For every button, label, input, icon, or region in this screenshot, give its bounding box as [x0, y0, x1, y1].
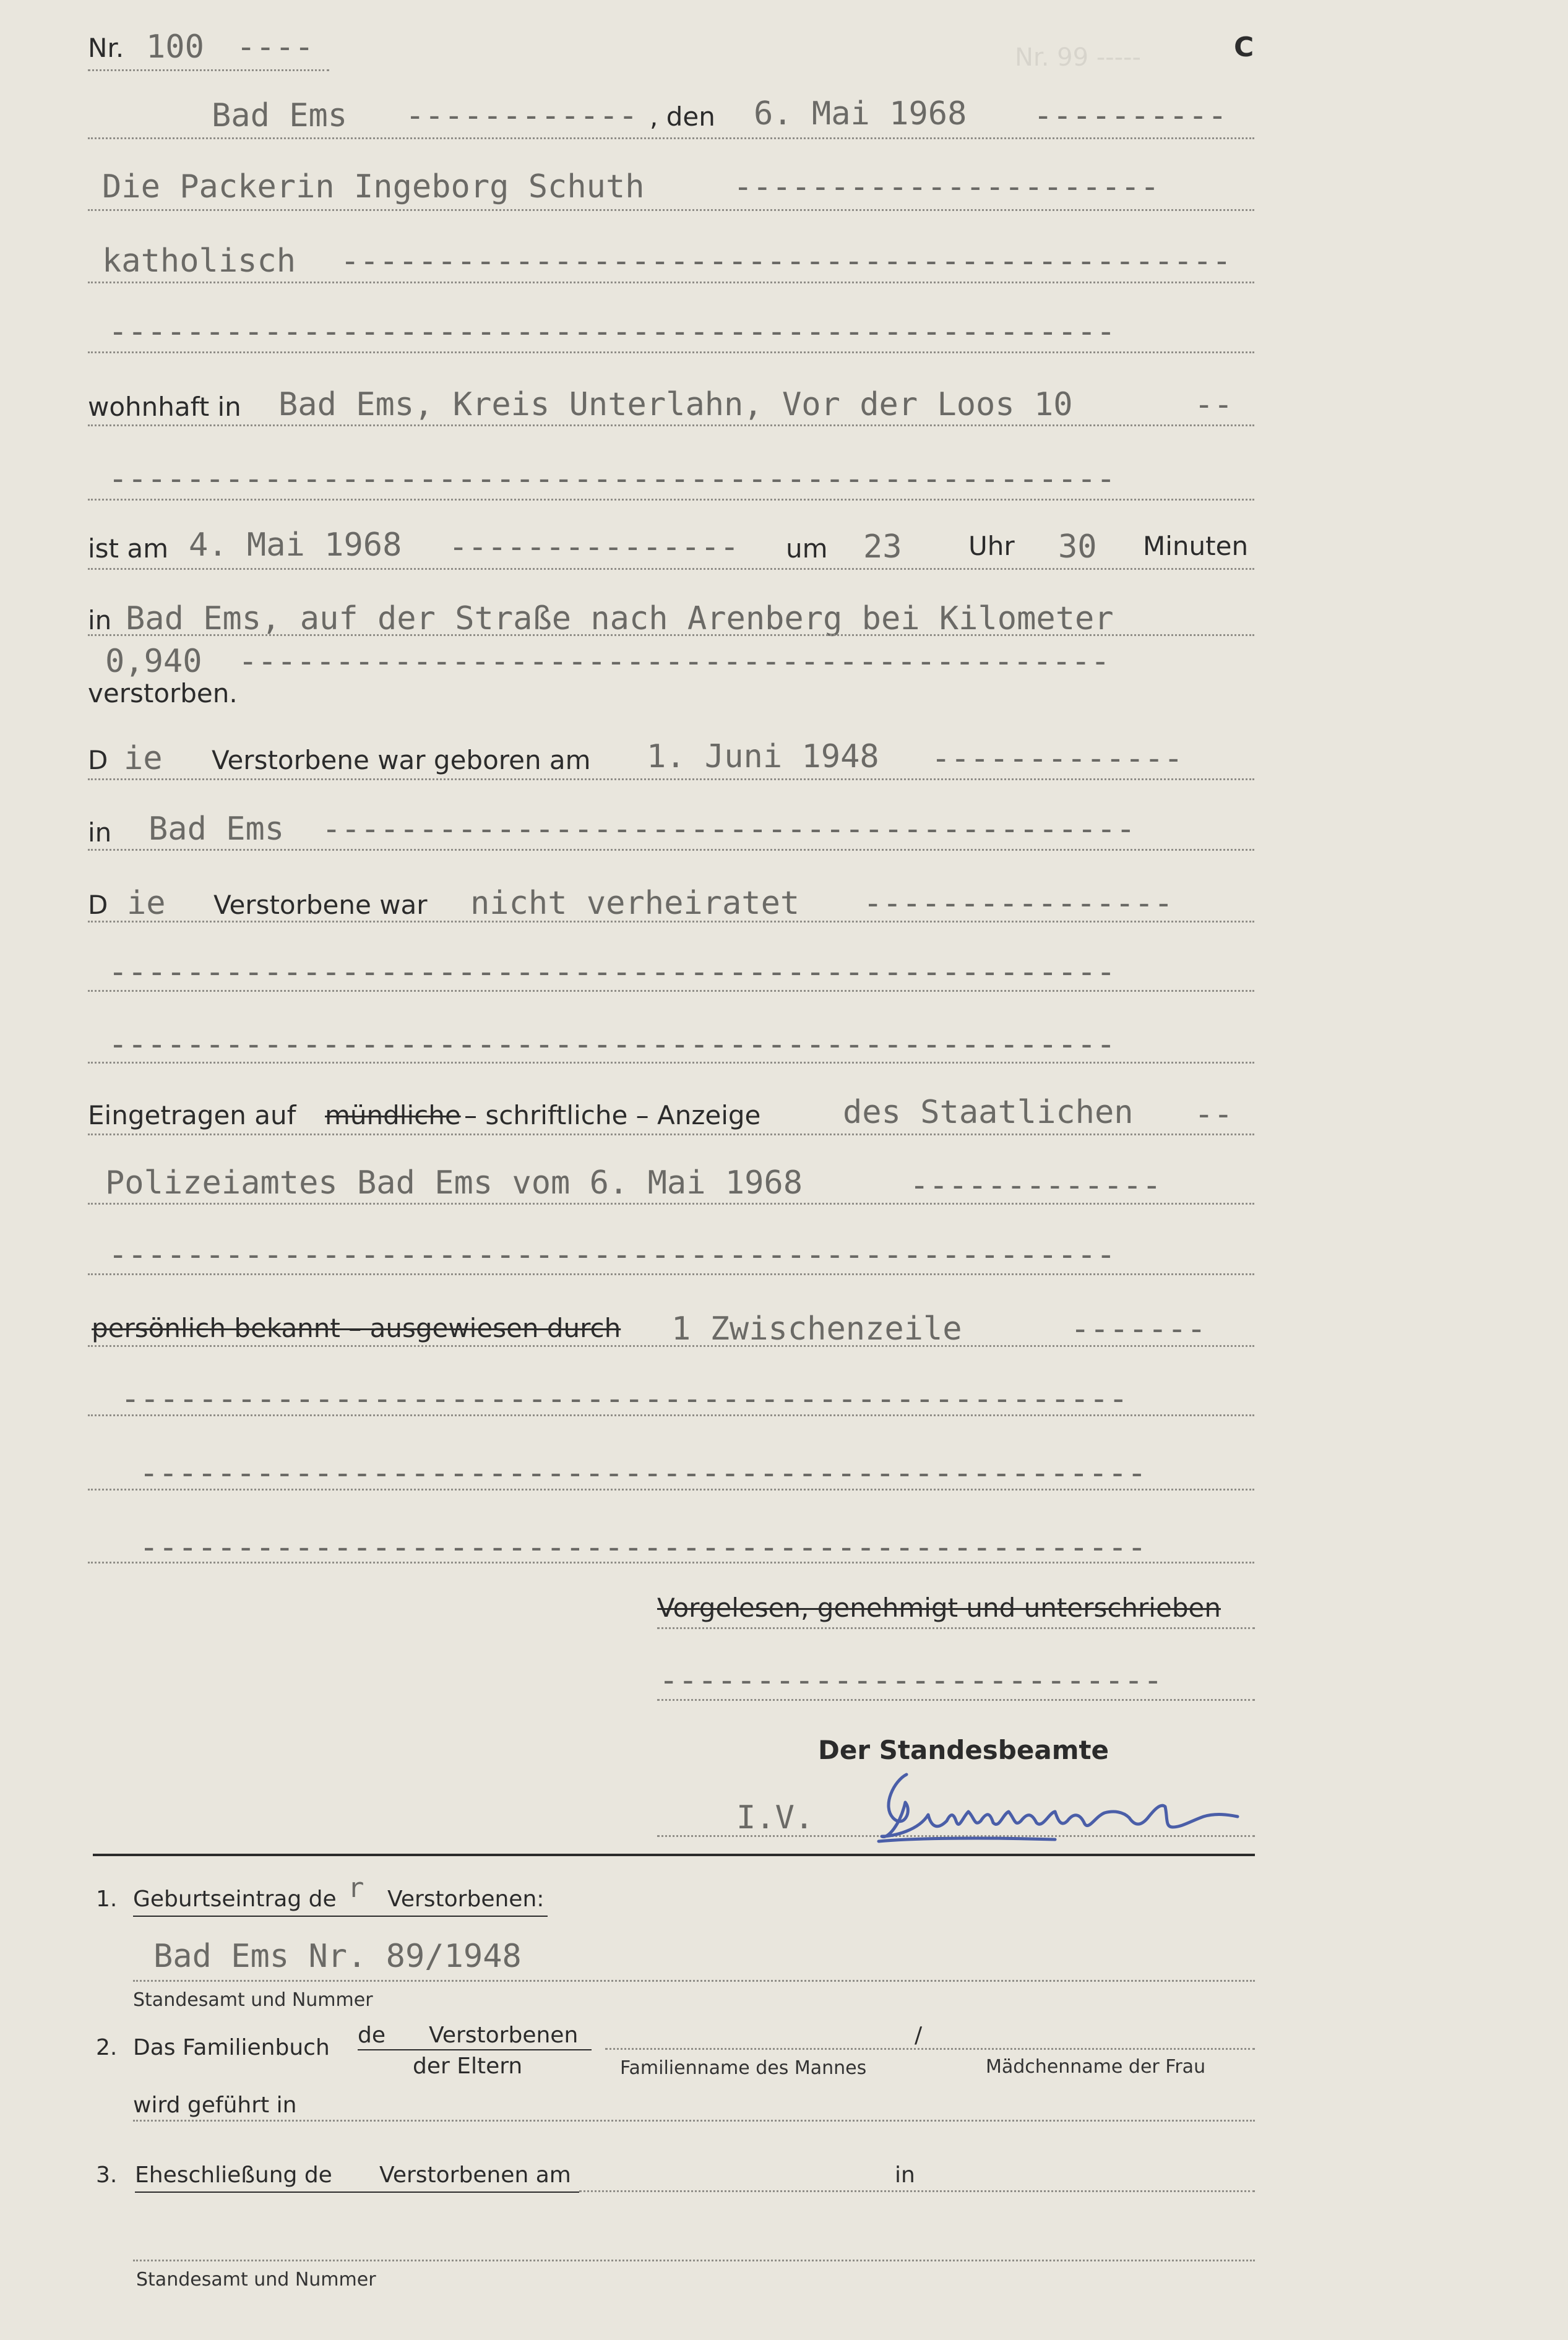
rule [605, 2048, 1255, 2050]
item2-de: de [358, 2023, 386, 2048]
item1-underline [133, 1916, 548, 1917]
item2-choice-line [358, 2049, 592, 2050]
item2-label: Das Familienbuch [133, 2035, 330, 2060]
signature-dashes: -------------------------- [659, 1662, 1163, 1699]
item1-number: 1. [96, 1886, 118, 1912]
familienname-label: Familienname des Mannes [620, 2057, 867, 2079]
rule [133, 2260, 1255, 2261]
uhr-label: Uhr [968, 531, 1015, 561]
address-dashes: -- [1194, 386, 1233, 423]
item3-label2: Verstorbenen am [379, 2162, 571, 2188]
standesamt-label2: Standesamt und Nummer [136, 2269, 376, 2291]
maedchenname-label: Mädchenname der Frau [986, 2056, 1206, 2078]
marital-status: nicht verheiratet [470, 885, 800, 922]
death-hour: 23 [863, 528, 902, 566]
wohnhaft-label: wohnhaft in [88, 392, 241, 422]
filler-dashes: ---------------------------------------------------- [139, 1529, 1147, 1566]
rule [88, 1203, 1254, 1205]
iv-value: I.V. [736, 1799, 814, 1836]
date-dashes: ---------- [1033, 97, 1228, 134]
rule [88, 424, 1254, 426]
gefuehrt-label: wird geführt in [133, 2093, 297, 2118]
rule [88, 634, 1254, 636]
rule [133, 1980, 1255, 1982]
zwischenzeile: 1 Zwischenzeile [671, 1310, 962, 1348]
birth-date: 1. Juni 1948 [647, 738, 879, 775]
rule [88, 499, 1254, 501]
item3-number: 3. [96, 2162, 118, 2188]
item2-verstorbenen: Verstorbenen [429, 2023, 579, 2048]
rule [88, 1062, 1254, 1064]
nr-underline [88, 69, 329, 71]
person-dashes: ---------------------- [733, 168, 1160, 205]
km-value: 0,940 [105, 643, 202, 680]
den-label: , den [650, 101, 715, 132]
birth-place-dashes: ------------------------------------------ [322, 811, 1135, 848]
anzeige-text: des Staatlichen [843, 1094, 1134, 1131]
standesbeamte-label: Der Standesbeamte [818, 1735, 1109, 1765]
rule [657, 1627, 1255, 1629]
filler-dashes: ---------------------------------------------------- [108, 460, 1116, 497]
person-name: Die Packerin Ingeborg Schuth [102, 168, 645, 205]
pronoun-ending: ie [124, 740, 163, 777]
rule [88, 1273, 1254, 1275]
item3-in: in [895, 2162, 915, 2188]
zwischen-dashes: ------- [1070, 1310, 1207, 1348]
in-label: in [88, 605, 112, 635]
item2-slash: / [915, 2023, 923, 2048]
item2-eltern: der Eltern [413, 2054, 523, 2079]
item1-label: Geburtseintrag de [133, 1886, 337, 1912]
rule [88, 1133, 1254, 1135]
item3-label: Eheschließung de [135, 2162, 332, 2188]
rule [88, 209, 1254, 211]
item2-number: 2. [96, 2035, 118, 2060]
date-value: 6. Mai 1968 [754, 95, 967, 132]
rule [88, 849, 1254, 851]
birth-place: Bad Ems [149, 811, 285, 848]
anzeige-text2: Polizeiamtes Bad Ems vom 6. Mai 1968 [105, 1164, 803, 1202]
geboren-label: Verstorbene war geboren am [212, 745, 591, 775]
item1-value: Bad Ems Nr. 89/1948 [153, 1938, 522, 1975]
ist-am-label: ist am [88, 533, 169, 564]
item1-label2: Verstorbenen: [387, 1886, 545, 1912]
schriftliche-label: – schriftliche – Anzeige [464, 1100, 761, 1130]
rule [88, 351, 1254, 353]
verstorben-label: verstorben. [88, 678, 238, 708]
rule [88, 1345, 1254, 1347]
place-value: Bad Ems [212, 97, 348, 134]
rule [657, 1699, 1255, 1701]
rule [88, 137, 1254, 139]
nr-label: Nr. [88, 33, 124, 63]
um-label: um [786, 533, 828, 564]
standesamt-label: Standesamt und Nummer [133, 1989, 373, 2011]
rule [88, 921, 1254, 923]
anzeige-dashes: -- [1194, 1096, 1233, 1133]
bleed-through: Nr. 99 ----- [1015, 43, 1141, 72]
item3-underline [135, 2192, 579, 2193]
rule [88, 568, 1254, 570]
signature-image [869, 1768, 1250, 1849]
vorgelesen-label: Vorgelesen, genehmigt und unterschrieben [657, 1593, 1221, 1623]
minuten-label: Minuten [1143, 531, 1249, 561]
rule [88, 990, 1254, 992]
form-letter: C [1234, 32, 1254, 63]
rule [88, 1562, 1254, 1564]
marital-dashes: ---------------- [863, 885, 1173, 922]
war-label: Verstorbene war [213, 890, 428, 920]
rule [579, 2190, 1255, 2192]
in-label: in [88, 817, 112, 848]
filler-dashes: ---------------------------------------------------- [121, 1380, 1128, 1417]
filler-dashes: ---------------------------------------------------- [108, 1026, 1116, 1063]
address-value: Bad Ems, Kreis Unterlahn, Vor der Loos 10 [278, 386, 1073, 423]
filler-dashes: ---------------------------------------------------- [108, 313, 1116, 350]
km-dashes: --------------------------------------------- [238, 643, 1110, 680]
filler-dashes: ---------------------------------------------------- [108, 953, 1116, 991]
religion-value: katholisch [102, 243, 296, 280]
rule [88, 778, 1254, 780]
filler-dashes: ---------------------------------------------------- [139, 1455, 1147, 1492]
death-dashes: --------------- [449, 528, 739, 566]
nr-dashes: ---- [236, 28, 314, 66]
rule [88, 282, 1254, 283]
bekannt-label: persönlich bekannt – ausgewiesen durch [92, 1313, 621, 1343]
item1-sup: r [348, 1872, 364, 1904]
place-dashes: ------------ [405, 97, 638, 134]
death-place: Bad Ems, auf der Straße nach Arenberg bei Kilometer [126, 600, 1114, 637]
d-label: D [88, 890, 108, 920]
birth-dashes: ------------- [931, 740, 1183, 777]
rule [88, 1489, 1254, 1490]
rule [88, 1414, 1254, 1416]
anzeige-dashes2: ------------- [910, 1167, 1161, 1204]
d-label: D [88, 745, 108, 775]
religion-dashes: ---------------------------------------------- [340, 243, 1232, 280]
rule [133, 2120, 1255, 2122]
death-date: 4. Mai 1968 [189, 527, 402, 564]
filler-dashes: ---------------------------------------------------- [108, 1236, 1116, 1273]
eingetragen-label: Eingetragen auf [88, 1100, 296, 1130]
section-divider [93, 1854, 1255, 1856]
pronoun-ending: ie [127, 885, 166, 922]
death-minute: 30 [1058, 528, 1097, 566]
muendliche-label: mündliche [325, 1100, 461, 1130]
nr-value: 100 [146, 28, 204, 66]
